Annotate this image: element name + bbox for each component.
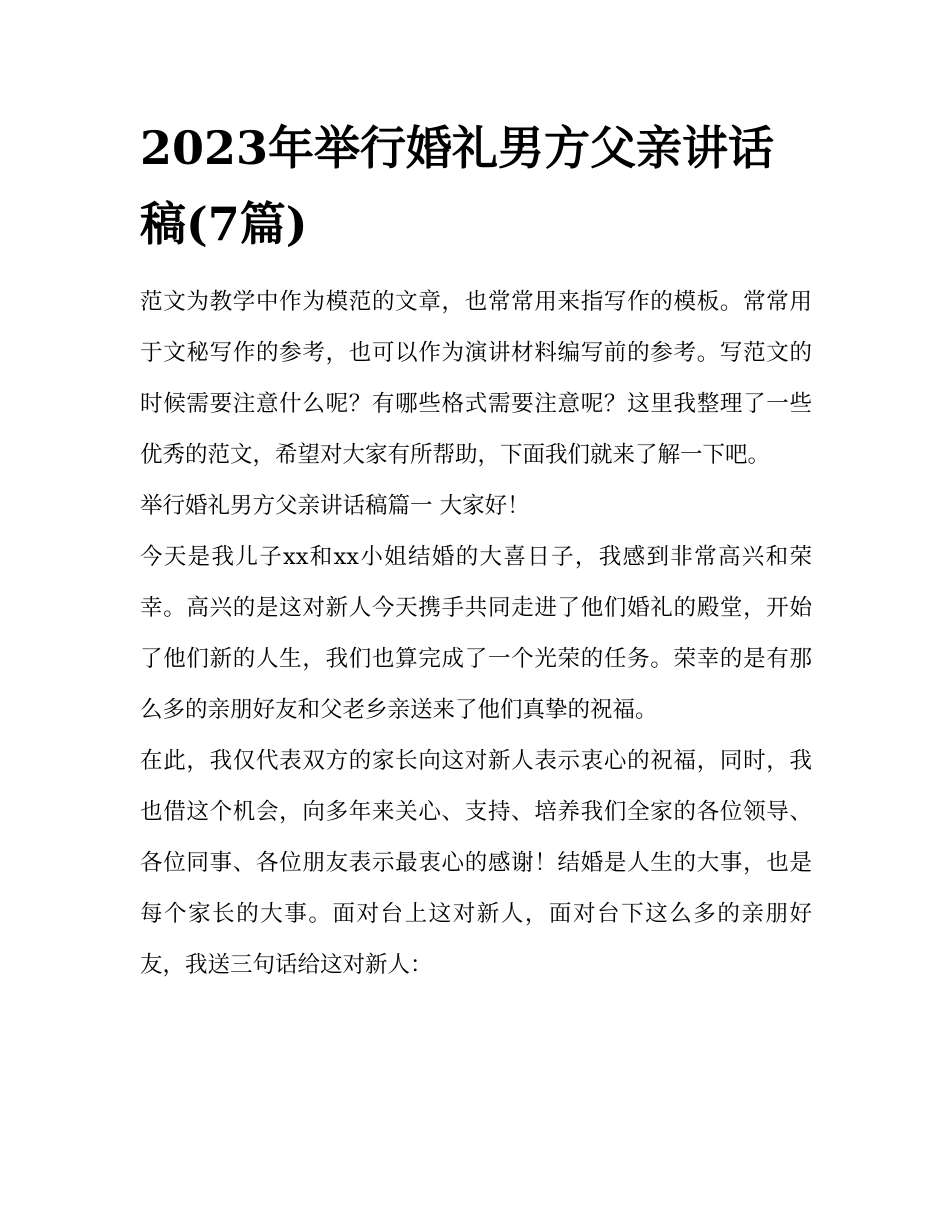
speech-paragraph-1: 今天是我儿子xx和xx小姐结婚的大喜日子，我感到非常高兴和荣幸。高兴的是这对新人今天携手共同走进了他们婚礼的殿堂，开始了他们新的人生，我们也算完成了一个光荣的任务。荣幸的是有那么多的亲朋好友和父老乡亲送来了他们真挚的祝福。	[140, 544, 812, 723]
document-body	[140, 277, 812, 991]
section-heading-paragraph: 举行婚礼男方父亲讲话稿篇一 大家好！	[140, 493, 530, 519]
document-title: 2023年举行婚礼男方父亲讲话稿(7篇)	[140, 121, 775, 251]
intro-paragraph: 范文为教学中作为模范的文章，也常常用来指写作的模板。常常用于文秘写作的参考，也可以作为演讲材料编写前的参考。写范文的时候需要注意什么呢？有哪些格式需要注意呢？这里我整理了一些优秀的范文，希望对大家有所帮助，下面我们就来了解一下吧。	[140, 289, 812, 468]
speech-paragraph-2: 在此，我仅代表双方的家长向这对新人表示衷心的祝福，同时，我也借这个机会，向多年来关心、支持、培养我们全家的各位领导、各位同事、各位朋友表示最衷心的感谢！结婚是人生的大事，也是每个家长的大事。面对台上这对新人，面对台下这么多的亲朋好友，我送三句话给这对新人：	[140, 748, 812, 978]
